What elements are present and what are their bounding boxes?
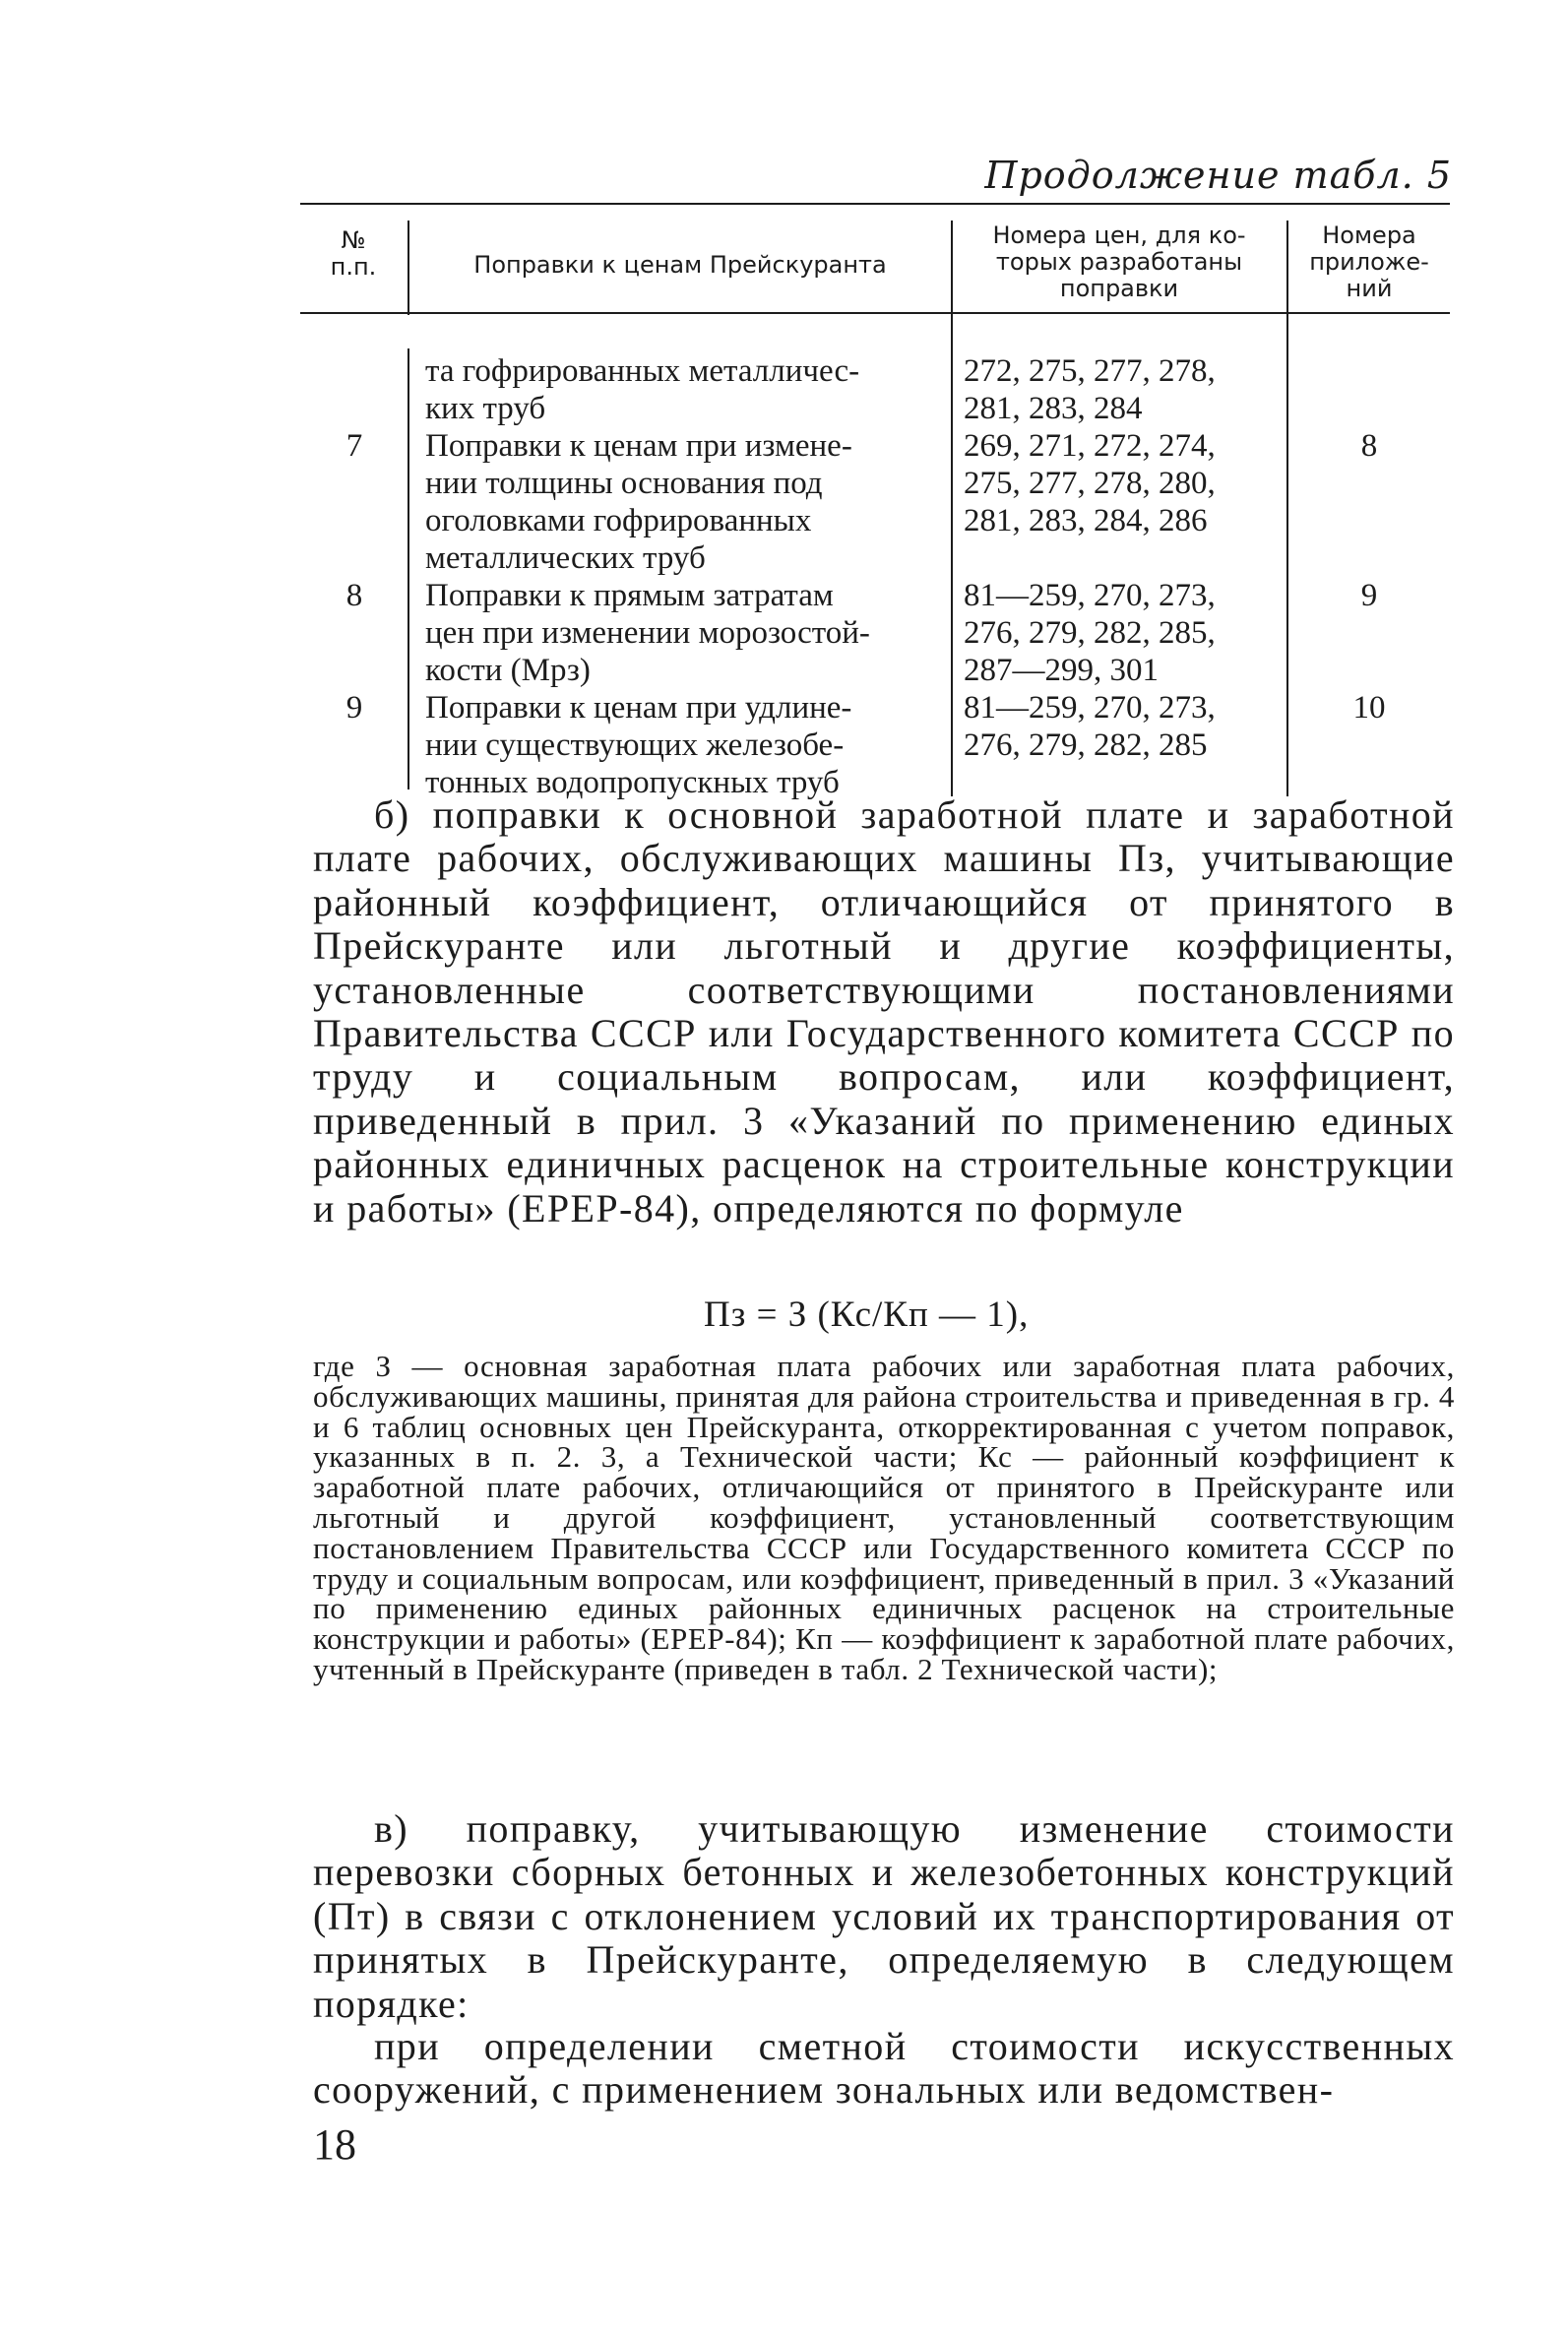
row-8-prices (964, 577, 1216, 689)
header-price-numbers-line: торых разработаны (995, 248, 1243, 276)
cell-line: 81—259, 270, 273, (964, 690, 1216, 726)
header-appendix-line: Номера (1322, 221, 1416, 249)
header-price-numbers-line: поправки (1059, 275, 1179, 302)
paragraph-v: в) поправку, учитывающую изменение стоимости перевозки сборных бетонных и железобетонных конструкций (Пт) в связи с отклонением условий их транспортирования от принятых в Прейскуранте, определяемую в следующем порядке: (313, 1806, 1455, 2026)
cell-line: цен при изменении морозостой- (425, 615, 870, 651)
cell-line: 281, 283, 284 (964, 391, 1143, 426)
cell-line: 276, 279, 282, 285, (964, 615, 1216, 651)
row-continuation-text (425, 352, 859, 427)
row-7-appendix: 8 (1360, 428, 1378, 464)
cell-line: Поправки к прямым затратам (425, 578, 834, 613)
table-col-divider-3 (1286, 221, 1288, 796)
table-top-rule (300, 203, 1450, 205)
cell-line: металлических труб (425, 540, 706, 576)
formula: Пз = З (Кс/Кп — 1), (704, 1294, 1030, 1335)
row-8-num: 8 (345, 578, 363, 613)
cell-line: 276, 279, 282, 285 (964, 727, 1208, 763)
paragraph-last: при определении сметной стоимости искусственных сооружений, с применением зональных или ведомствен- (313, 2024, 1455, 2113)
header-num-line: п.п. (330, 253, 377, 281)
row-8-appendix: 9 (1360, 578, 1378, 613)
row-7-text (425, 427, 852, 577)
cell-line: кости (Мрз) (425, 653, 591, 688)
cell-line: оголовками гофрированных (425, 503, 812, 538)
row-7-num: 7 (345, 428, 363, 464)
header-corrections-text: Поправки к ценам Прейскуранта (473, 251, 887, 279)
header-num (300, 227, 407, 281)
corrections-table (300, 203, 1450, 800)
cell-line: ких труб (425, 391, 546, 426)
header-appendix-line: ний (1346, 275, 1393, 302)
cell-line: 281, 283, 284, 286 (964, 503, 1208, 538)
row-9-num: 9 (345, 690, 363, 726)
cell-line: нии толщины основания под (425, 466, 823, 501)
cell-line: 287—299, 301 (964, 653, 1159, 688)
header-price-numbers-line: Номера цен, для ко- (992, 221, 1246, 249)
cell-line: 269, 271, 272, 274, (964, 428, 1216, 464)
cell-line: 275, 277, 278, 280, (964, 466, 1216, 501)
table-caption: Продолжение табл. 5 (984, 154, 1452, 197)
table-header-rule (300, 312, 1450, 314)
paragraph-b: б) поправки к основной заработной плате и заработной плате рабочих, обслуживающих машины Пз, учитывающие районный коэффициент, отличающийся от принятого в Прейскуранте или льготный и другие коэффициенты, установленные соответствующими постановлениями Правительства СССР или Государственного комитета СССР по труду и социальным вопросам, или коэффициент, приведенный в прил. 3 «Указаний по применению единых районных единичных расценок на строительные конструкции и работы» (ЕРЕР-84), определяются по формуле (313, 792, 1455, 1231)
cell-line: 81—259, 270, 273, (964, 578, 1216, 613)
header-price-numbers (953, 222, 1286, 302)
formula-explanation: где З — основная заработная плата рабочих или заработная плата рабочих, обслуживающих машины, принятая для района строительства и приведенная в гр. 4 и 6 таблиц основных цен Прейскуранта, откорректированная с учетом поправок, указанных в п. 2. 3, а Технической части; Кс — районный коэффициент к заработной плате рабочих, отличающийся от принятого в Прейскуранте или льготный и другой коэффициент, установленный соответствующим постановлением Правительства СССР или Государственного комитета СССР по труду и социальным вопросам, или коэффициент, приведенный в прил. 3 «Указаний по применению единых районных единичных расценок на строительные конструкции и работы» (ЕРЕР-84); Кп — коэффициент к заработной плате рабочих, учтенный в Прейскуранте (приведен в табл. 2 Технической части); (313, 1349, 1455, 1686)
cell-line: Поправки к ценам при измене- (425, 428, 852, 464)
row-9-prices (964, 689, 1216, 764)
row-continuation-prices (964, 352, 1216, 427)
row-8-text (425, 577, 870, 689)
header-appendix (1288, 222, 1450, 302)
cell-line: нии существующих железобе- (425, 727, 845, 763)
page-number: 18 (313, 2120, 356, 2169)
cell-line: тонных водопропускных труб (425, 765, 840, 800)
row-7-prices (964, 427, 1216, 539)
row-9-text (425, 689, 851, 801)
row-9-appendix: 10 (1352, 690, 1386, 726)
cell-line: 272, 275, 277, 278, (964, 353, 1216, 389)
table-col-divider-2 (951, 221, 953, 796)
table-col-divider-1 (408, 221, 409, 315)
header-corrections (411, 252, 949, 279)
header-num-line: № (341, 226, 366, 254)
header-appendix-line: приложе- (1309, 248, 1429, 276)
cell-line: Поправки к ценам при удлине- (425, 690, 852, 726)
cell-line: та гофрированных металличес- (425, 353, 860, 389)
